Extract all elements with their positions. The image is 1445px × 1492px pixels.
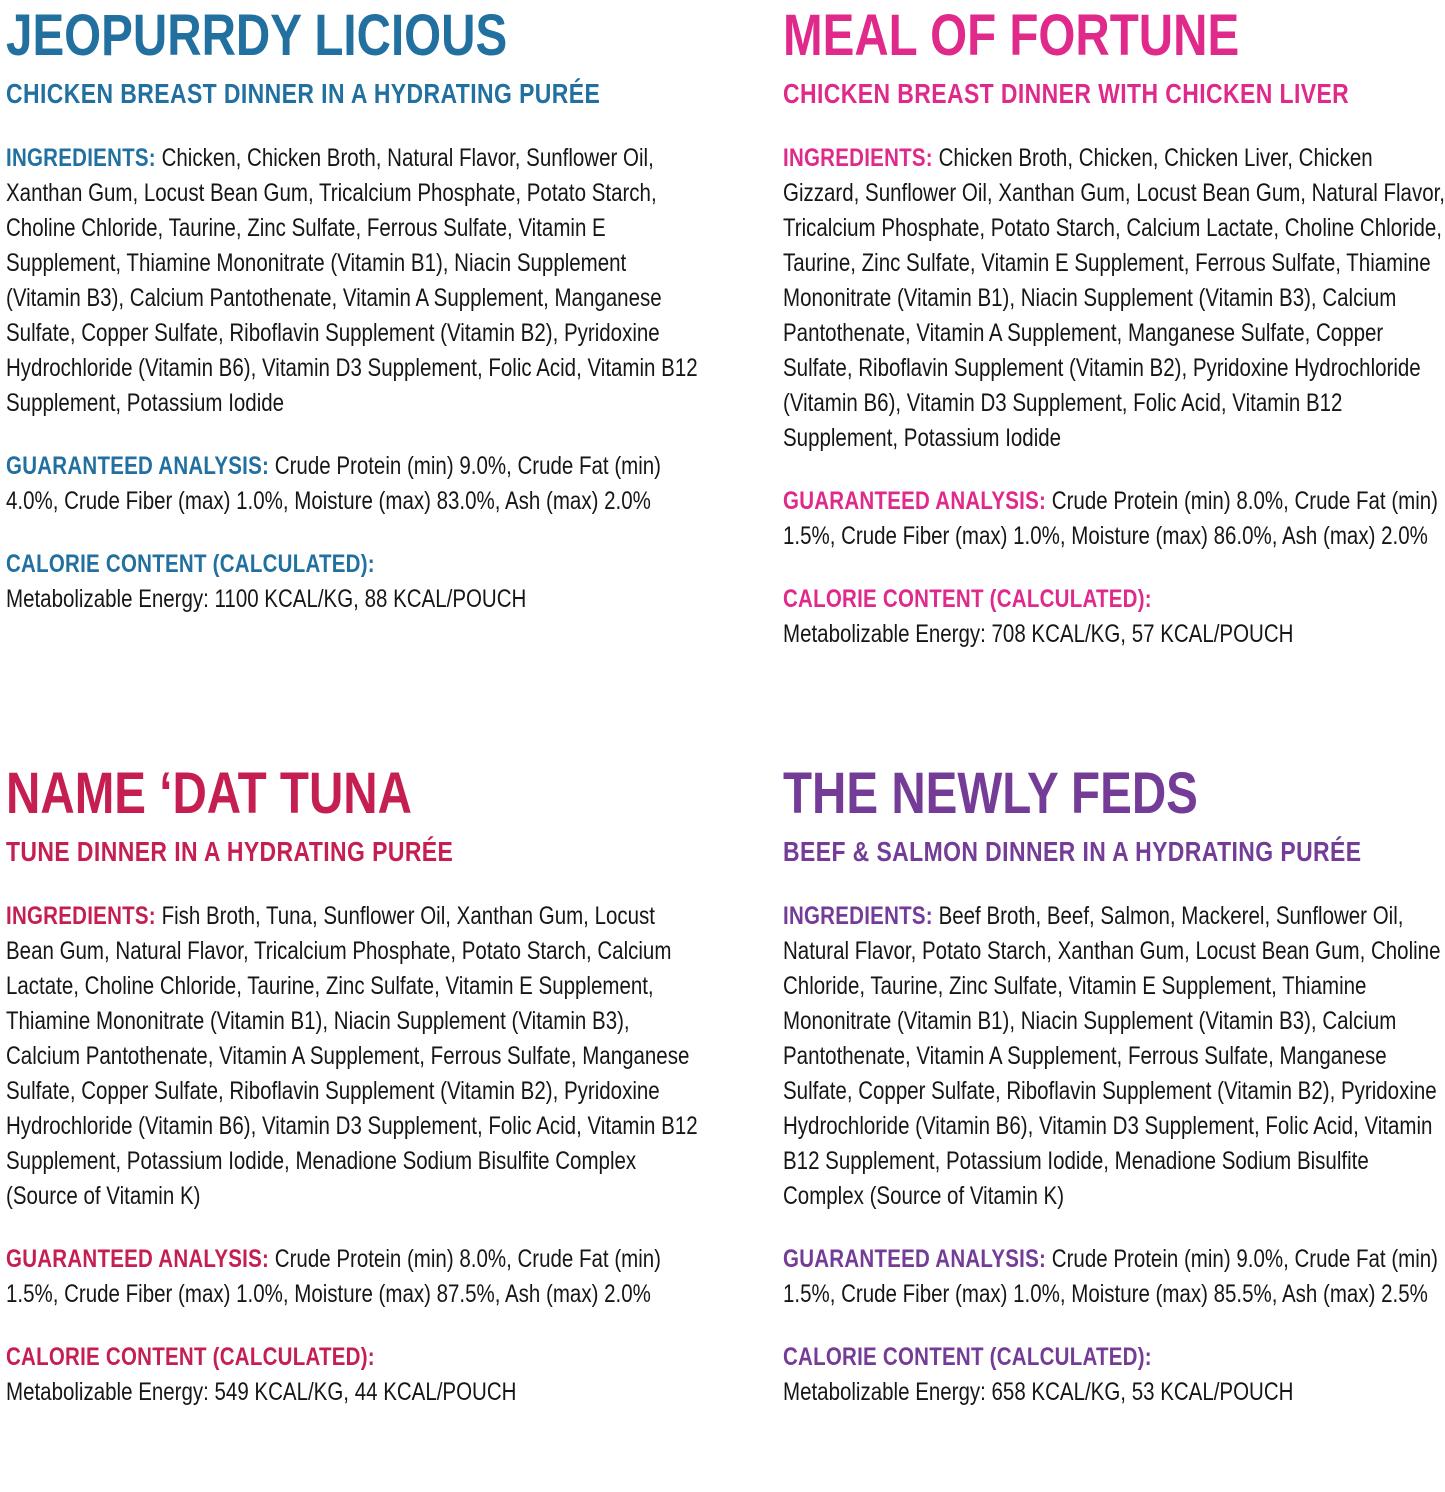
ingredients-label: INGREDIENTS: [6, 144, 156, 173]
calorie-text: Metabolizable Energy: 658 KCAL/KG, 53 KCAL/POUCH [783, 1378, 1294, 1407]
calorie-section [783, 582, 1445, 652]
analysis-text: Crude Protein (min) 9.0%, Crude Fat (min) 4.0%, Crude Fiber (max) 1.0%, Moisture (max) 83.0%, Ash (max) 2.0% [6, 452, 662, 516]
analysis-paragraph [6, 449, 706, 519]
card-content [6, 3, 706, 617]
analysis-text: Crude Protein (min) 8.0%, Crude Fat (min) 1.5%, Crude Fiber (max) 1.0%, Moisture (max) 87.5%, Ash (max) 2.0% [6, 1245, 662, 1309]
ingredients-text: Chicken, Chicken Broth, Natural Flavor, Sunflower Oil, Xanthan Gum, Locust Bean Gum, Tricalcium Phosphate, Potato Starch, Choline Chloride, Taurine, Zinc Sulfate, Ferrous Sulfate, Vitamin E Supplement, Thiamine Mononitrate (Vitamin B1), Niacin Supplement (Vitamin B3), Calcium Pantothenate, Vitamin A Supplement, Manganese Sulfate, Copper Sulfate, Riboflavin Supplement (Vitamin B2), Pyridoxine Hydrochloride (Vitamin B6), Vitamin D3 Supplement, Folic Acid, Vitamin B12 Supplement, Potassium Iodide [6, 144, 698, 418]
product-title: NAME ‘DAT TUNA [6, 761, 412, 826]
ingredients-text: Chicken Broth, Chicken, Chicken Liver, Chicken Gizzard, Sunflower Oil, Xanthan Gum, Locust Bean Gum, Natural Flavor, Tricalcium Phosphate, Potato Starch, Calcium Lactate, Choline Chloride, Taurine, Zinc Sulfate, Vitamin E Supplement, Ferrous Sulfate, Thiamine Mononitrate (Vitamin B1), Niacin Supplement (Vitamin B3), Calcium Pantothenate, Vitamin A Supplement, Manganese Sulfate, Copper Sulfate, Riboflavin Supplement (Vitamin B2), Pyridoxine Hydrochloride (Vitamin B6), Vitamin D3 Supplement, Folic Acid, Vitamin B12 Supplement, Potassium Iodide [783, 144, 1445, 453]
ingredients-paragraph [6, 141, 706, 421]
calorie-label: CALORIE CONTENT (CALCULATED): [783, 585, 1152, 614]
analysis-text: Crude Protein (min) 9.0%, Crude Fat (min) 1.5%, Crude Fiber (max) 1.0%, Moisture (max) 85.5%, Ash (max) 2.5% [783, 1245, 1439, 1309]
calorie-section [6, 1340, 706, 1410]
calorie-text: Metabolizable Energy: 549 KCAL/KG, 44 KCAL/POUCH [6, 1378, 517, 1407]
product-subtitle: BEEF & SALMON DINNER IN A HYDRATING PURÉE [783, 836, 1362, 868]
ingredients-paragraph [783, 899, 1445, 1214]
ingredients-text: Beef Broth, Beef, Salmon, Mackerel, Sunflower Oil, Natural Flavor, Potato Starch, Xanthan Gum, Locust Bean Gum, Choline Chloride, Taurine, Zinc Sulfate, Vitamin E Supplement, Thiamine Mononitrate (Vitamin B1), Niacin Supplement (Vitamin B3), Calcium Pantothenate, Vitamin A Supplement, Ferrous Sulfate, Manganese Sulfate, Copper Sulfate, Riboflavin Supplement (Vitamin B2), Pyridoxine Hydrochloride (Vitamin B6), Vitamin D3 Supplement, Folic Acid, Vitamin B12 Supplement, Potassium Iodide, Menadione Sodium Bisulfite Complex (Source of Vitamin K) [783, 902, 1441, 1211]
analysis-label: GUARANTEED ANALYSIS: [6, 452, 270, 481]
ingredients-label: INGREDIENTS: [6, 902, 156, 931]
analysis-text: Crude Protein (min) 8.0%, Crude Fat (min) 1.5%, Crude Fiber (max) 1.0%, Moisture (max) 86.0%, Ash (max) 2.0% [783, 487, 1439, 551]
product-subtitle: CHICKEN BREAST DINNER WITH CHICKEN LIVER [783, 78, 1350, 110]
product-card-the-newly-feds [783, 761, 1445, 1410]
ingredients-label: INGREDIENTS: [783, 902, 933, 931]
ingredients-label: INGREDIENTS: [783, 144, 933, 173]
card-content [783, 3, 1445, 652]
product-title: THE NEWLY FEDS [783, 761, 1198, 826]
analysis-paragraph [783, 484, 1445, 554]
product-title: JEOPURRDY LICIOUS [6, 3, 508, 68]
calorie-label: CALORIE CONTENT (CALCULATED): [783, 1343, 1152, 1372]
product-card-name-dat-tuna [6, 761, 706, 1410]
ingredients-paragraph [6, 899, 706, 1214]
analysis-label: GUARANTEED ANALYSIS: [783, 487, 1047, 516]
calorie-text: Metabolizable Energy: 1100 KCAL/KG, 88 KCAL/POUCH [6, 585, 527, 614]
calorie-label: CALORIE CONTENT (CALCULATED): [6, 550, 375, 579]
analysis-paragraph [6, 1242, 706, 1312]
card-content [783, 761, 1445, 1410]
calorie-text: Metabolizable Energy: 708 KCAL/KG, 57 KCAL/POUCH [783, 620, 1294, 649]
product-subtitle: TUNE DINNER IN A HYDRATING PURÉE [6, 836, 454, 868]
product-card-jeopurrdy-licious [6, 3, 706, 766]
calorie-section [783, 1340, 1445, 1410]
card-content [6, 761, 706, 1410]
analysis-label: GUARANTEED ANALYSIS: [6, 1245, 270, 1274]
calorie-label: CALORIE CONTENT (CALCULATED): [6, 1343, 375, 1372]
ingredients-text: Fish Broth, Tuna, Sunflower Oil, Xanthan Gum, Locust Bean Gum, Natural Flavor, Tricalcium Phosphate, Potato Starch, Calcium Lactate, Choline Chloride, Taurine, Zinc Sulfate, Vitamin E Supplement, Thiamine Mononitrate (Vitamin B1), Niacin Supplement (Vitamin B3), Calcium Pantothenate, Vitamin A Supplement, Ferrous Sulfate, Manganese Sulfate, Copper Sulfate, Riboflavin Supplement (Vitamin B2), Pyridoxine Hydrochloride (Vitamin B6), Vitamin D3 Supplement, Folic Acid, Vitamin B12 Supplement, Potassium Iodide, Menadione Sodium Bisulfite Complex (Source of Vitamin K) [6, 902, 698, 1211]
product-title: MEAL OF FORTUNE [783, 3, 1240, 68]
product-card-meal-of-fortune [783, 3, 1445, 766]
ingredients-paragraph [783, 141, 1445, 456]
analysis-label: GUARANTEED ANALYSIS: [783, 1245, 1047, 1274]
product-subtitle: CHICKEN BREAST DINNER IN A HYDRATING PURÉE [6, 78, 601, 110]
analysis-paragraph [783, 1242, 1445, 1312]
calorie-section [6, 547, 706, 617]
